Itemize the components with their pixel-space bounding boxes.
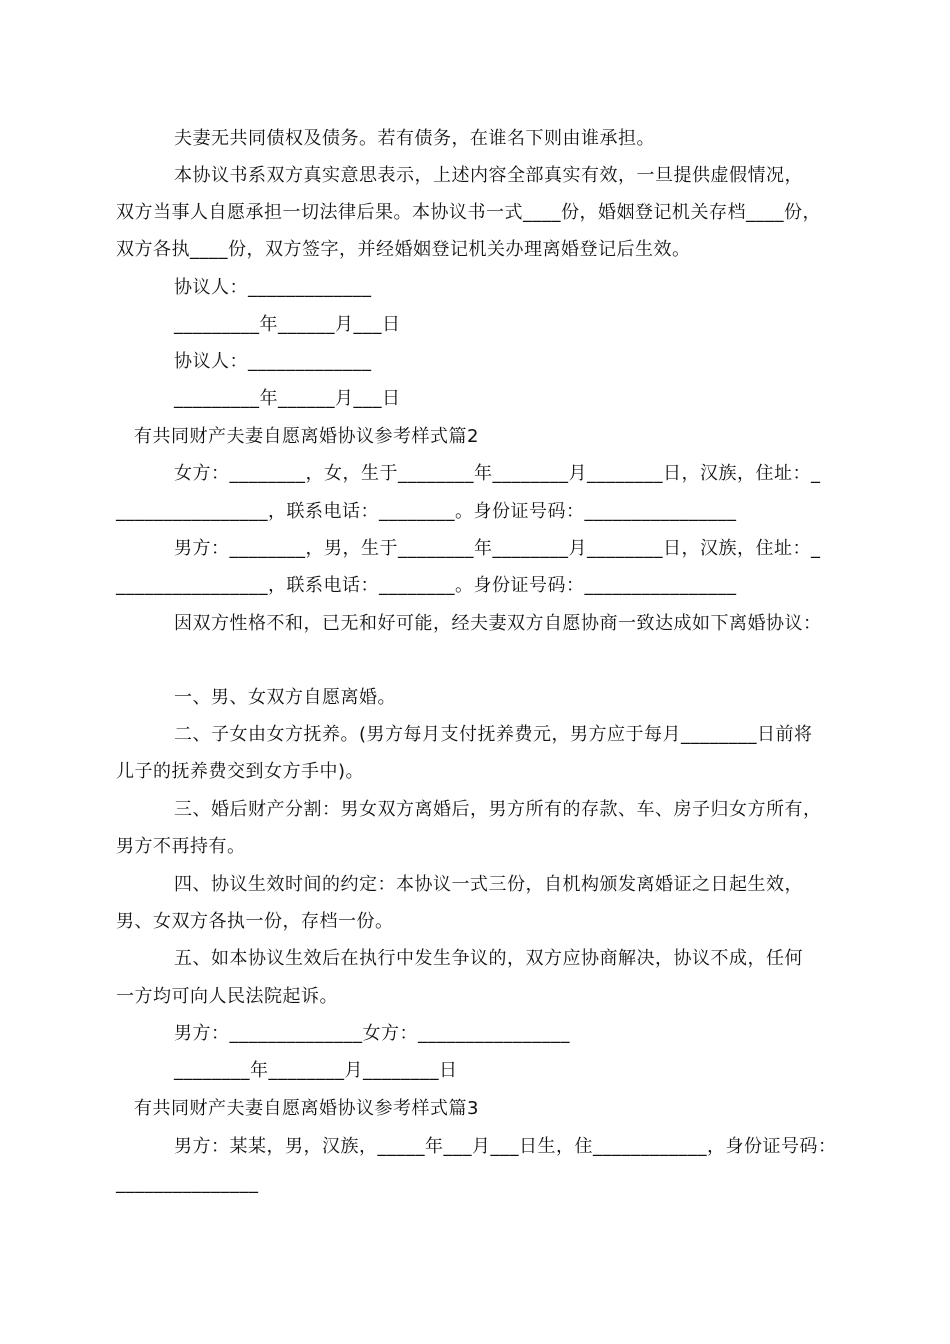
paragraph-line: 女方：________，女，生于________年________月________日，汉族，住址：_ [174,463,821,484]
clause-line: 一方均可向人民法院起诉。 [116,986,338,1007]
clause-line: 二、子女由女方抚养。(男方每月支付抚养费元，男方应于每月________日前将 [174,724,813,745]
paragraph-line: 男方：某某，男，汉族，_____年___月___日生，住____________，身份证号码： [174,1136,837,1157]
section-heading: 有共同财产夫妻自愿离婚协议参考样式篇3 [134,1098,479,1119]
signatory-line: 协议人：_____________ [174,277,372,298]
paragraph-line: 双方各执____份，双方签字，并经婚姻登记机关办理离婚登记后生效。 [116,239,691,260]
clause-line: 一、男、女双方自愿离婚。 [174,687,396,708]
paragraph-line: ________________，联系电话：________。身份证号码：________________ [116,575,737,596]
clause-line: 三、婚后财产分割：男女双方离婚后，男方所有的存款、车、房子归女方所有， [174,799,822,820]
paragraph-line: 因双方性格不和，已无和好可能，经夫妻双方自愿协商一致达成如下离婚协议： [174,613,822,634]
paragraph-line: _______________ [116,1173,259,1194]
clause-line: 四、协议生效时间的约定：本协议一式三份，自机构颁发离婚证之日起生效， [174,874,803,895]
paragraph-line: 男方：________，男，生于________年________月________日，汉族，住址：_ [174,538,821,559]
date-line: _________年______月___日 [174,388,401,409]
signature-line: 男方：______________女方：________________ [174,1023,570,1044]
date-line: _________年______月___日 [174,314,401,335]
clause-line: 儿子的抚养费交到女方手中)。 [116,761,365,782]
clause-line: 男、女双方各执一份，存档一份。 [116,911,394,932]
date-line: ________年________月________日 [174,1060,458,1081]
clause-line: 五、如本协议生效后在执行中发生争议的，双方应协商解决，协议不成，任何 [174,948,803,969]
paragraph-line: 双方当事人自愿承担一切法律后果。本协议书一式____份，婚姻登记机关存档____份， [116,202,821,223]
clause-line: 男方不再持有。 [116,836,246,857]
signatory-line: 协议人：_____________ [174,351,372,372]
paragraph-line: ________________，联系电话：________。身份证号码：________________ [116,501,737,522]
paragraph-line: 本协议书系双方真实意思表示，上述内容全部真实有效，一旦提供虚假情况， [174,165,803,186]
paragraph-line: 夫妻无共同债权及债务。若有债务，在谁名下则由谁承担。 [174,128,655,149]
section-heading: 有共同财产夫妻自愿离婚协议参考样式篇2 [134,426,479,447]
